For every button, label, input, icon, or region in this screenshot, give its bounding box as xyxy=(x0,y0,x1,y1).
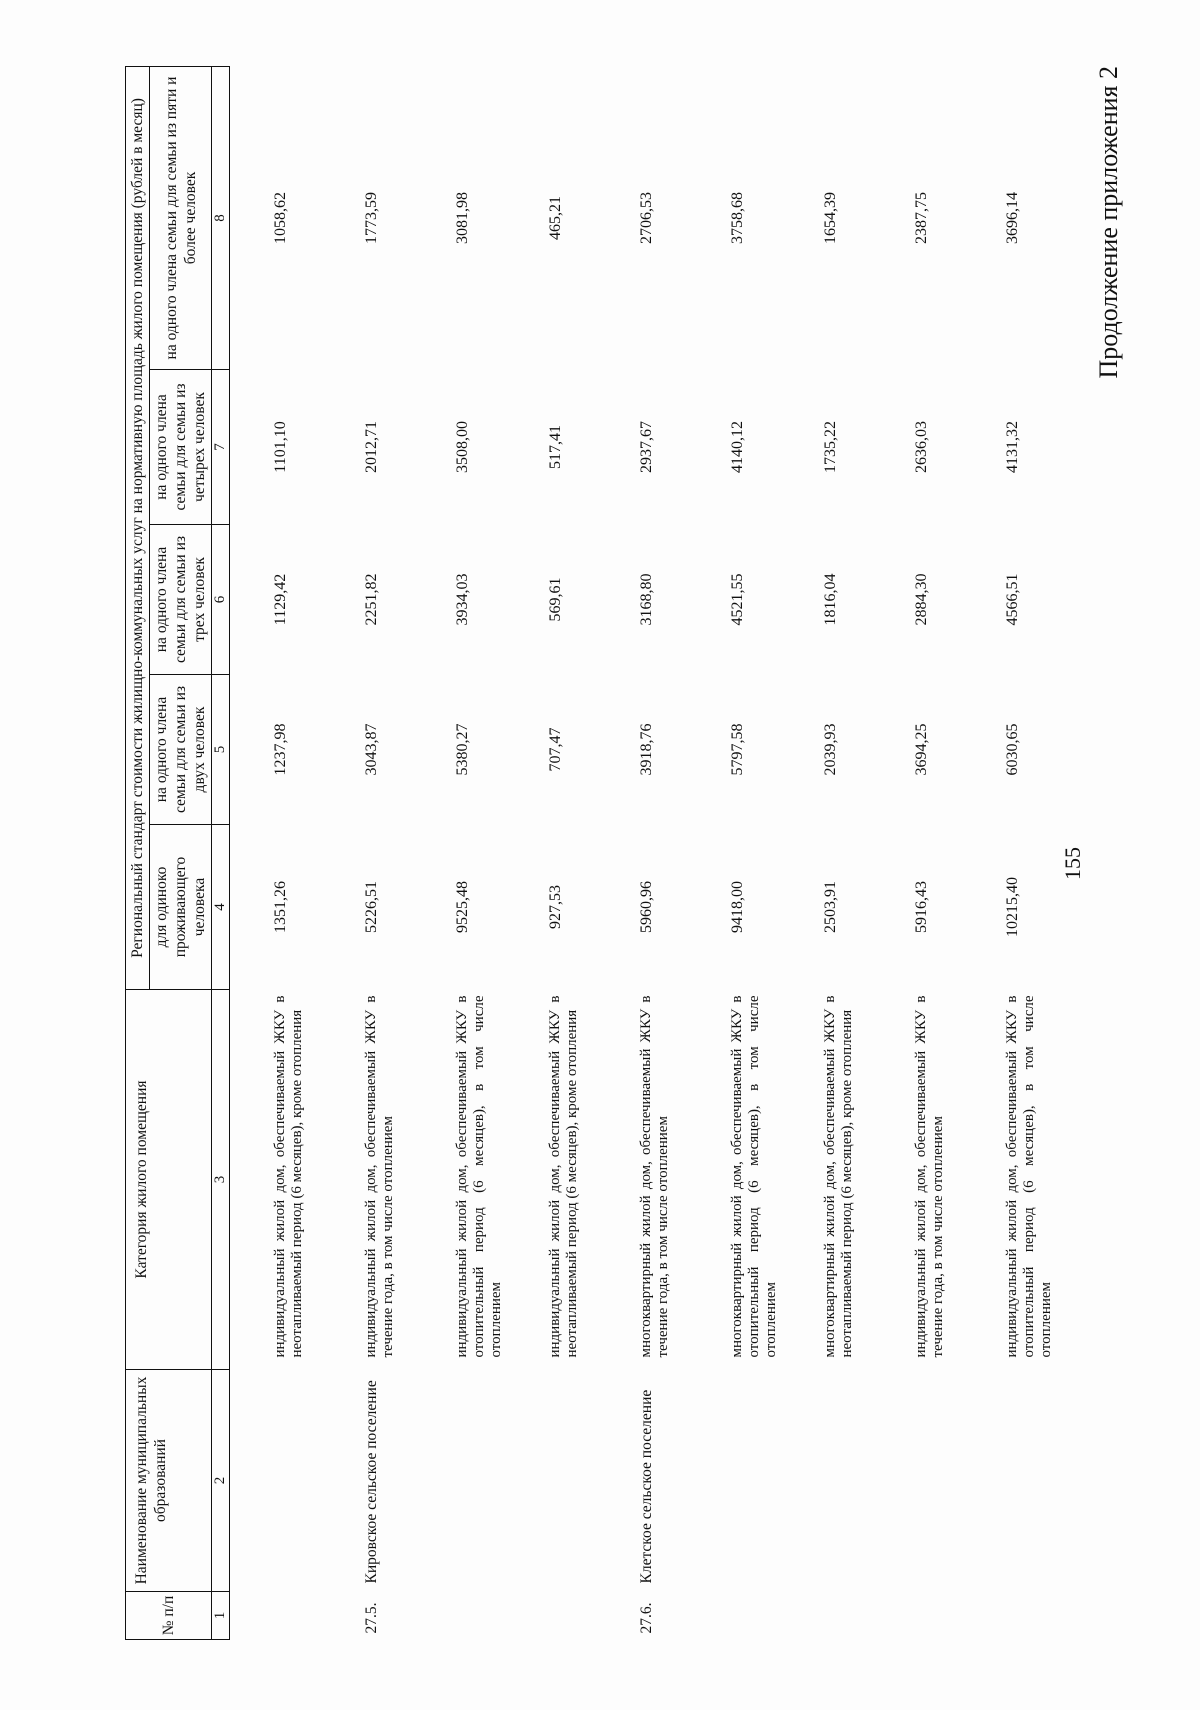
value-five-plus: 1654,39 xyxy=(821,191,839,244)
header-col-two: на одного члена семьи для семьи из двух человек xyxy=(150,675,212,825)
value-three: 3934,03 xyxy=(453,573,471,626)
row-category: многоквартирный жилой дом, обеспечиваемый ЖКУ в неотапливаемый период (6 месяцев), кроме отопления xyxy=(821,995,855,1358)
row-category: индивидуальный жилой дом, обеспечиваемый ЖКУ в течение года, в том числе отоплением xyxy=(362,995,396,1358)
header-municipality: Наименование муниципальных образований xyxy=(126,1370,212,1592)
value-single: 5226,51 xyxy=(362,881,380,933)
value-five-plus: 1058,62 xyxy=(272,191,289,244)
value-three: 2884,30 xyxy=(912,573,930,626)
header-col-five-plus: на одного члена семьи для семьи из пяти и более человек xyxy=(150,66,212,369)
value-two: 1237,98 xyxy=(272,723,289,776)
value-five-plus: 465,21 xyxy=(546,195,564,240)
value-five-plus: 3696,14 xyxy=(1003,191,1021,244)
row-category: многоквартирный жилой дом, обеспечиваемый ЖКУ в течение года, в том числе отоплением xyxy=(637,995,671,1358)
row-municipality xyxy=(780,1370,871,1592)
row-category: индивидуальный жилой дом, обеспечиваемый ЖКУ в отопительный период (6 месяцев), в том числе отоплением xyxy=(453,995,504,1358)
row-municipality xyxy=(412,1370,505,1592)
value-three: 4566,51 xyxy=(1003,573,1021,626)
row-municipality xyxy=(871,1370,962,1592)
value-two: 6030,65 xyxy=(1003,723,1021,776)
table-row xyxy=(687,66,780,1639)
value-three: 1129,42 xyxy=(272,573,289,626)
row-category: индивидуальный жилой дом, обеспечиваемый ЖКУ в отопительный период (6 месяцев), в том числе отоплением xyxy=(1003,995,1054,1358)
tariff-table xyxy=(125,66,1055,1640)
row-municipality: Кировское сельское поселение xyxy=(362,1380,380,1584)
value-three: 2251,82 xyxy=(362,573,380,626)
value-two: 5797,58 xyxy=(728,723,746,776)
value-single: 2503,91 xyxy=(821,881,839,933)
value-three: 1816,04 xyxy=(821,573,839,626)
col-number: 3 xyxy=(212,990,230,1370)
page-number: 155 xyxy=(1060,847,1085,880)
value-five-plus: 1773,59 xyxy=(362,191,380,244)
value-four: 2636,03 xyxy=(912,421,930,473)
col-number: 5 xyxy=(212,675,230,825)
header-standard-group: Региональный стандарт стоимости жилищно-коммунальных услуг на нормативную площадь жилого помещения (рублей в месяц) xyxy=(126,66,150,989)
row-no xyxy=(412,1592,505,1640)
value-five-plus: 3081,98 xyxy=(453,191,471,244)
row-no xyxy=(505,1592,596,1640)
col-number: 6 xyxy=(212,525,230,675)
value-single: 1351,26 xyxy=(272,881,289,933)
value-single: 9525,48 xyxy=(453,881,471,933)
value-five-plus: 2387,75 xyxy=(912,191,930,244)
value-three: 4521,55 xyxy=(728,573,746,626)
table-row xyxy=(871,66,962,1639)
value-single: 927,53 xyxy=(546,885,564,929)
row-municipality xyxy=(230,1370,321,1592)
value-single: 5916,43 xyxy=(912,881,930,933)
value-two: 2039,93 xyxy=(821,723,839,776)
value-four: 517,41 xyxy=(546,425,564,469)
value-three: 569,61 xyxy=(546,577,564,622)
table-row xyxy=(230,66,321,1639)
value-four: 4131,32 xyxy=(1003,421,1021,473)
table-row xyxy=(780,66,871,1639)
header-col-three: на одного члена семьи для семьи из трех человек xyxy=(150,525,212,675)
row-no: 27.6. xyxy=(637,1602,655,1634)
table-row xyxy=(412,66,505,1639)
table-header xyxy=(126,66,230,1639)
value-two: 3918,76 xyxy=(637,723,655,776)
table-row xyxy=(596,66,687,1639)
row-no xyxy=(230,1592,321,1640)
row-no: 27.5. xyxy=(362,1602,380,1634)
row-municipality xyxy=(962,1370,1055,1592)
header-no: № п/п xyxy=(126,1592,212,1640)
header-category: Категория жилого помещения xyxy=(126,990,212,1370)
value-single: 10215,40 xyxy=(1003,877,1021,937)
row-no xyxy=(962,1592,1055,1640)
col-number: 1 xyxy=(212,1592,230,1640)
col-number: 7 xyxy=(212,370,230,525)
value-four: 1735,22 xyxy=(821,421,839,473)
row-municipality xyxy=(687,1370,780,1592)
col-number: 4 xyxy=(212,825,230,990)
value-five-plus: 3758,68 xyxy=(728,191,746,244)
row-no xyxy=(780,1592,871,1640)
col-number: 8 xyxy=(212,66,230,369)
value-four: 2012,71 xyxy=(362,421,380,473)
value-two: 3694,25 xyxy=(912,723,930,776)
row-category: многоквартирный жилой дом, обеспечиваемый ЖКУ в отопительный период (6 месяцев), в том числе отоплением xyxy=(728,995,779,1358)
tariff-table-container xyxy=(125,67,1055,1640)
row-category: индивидуальный жилой дом, обеспечиваемый ЖКУ в течение года, в том числе отоплением xyxy=(912,995,946,1358)
row-municipality: Клетское сельское поселение xyxy=(637,1389,655,1584)
appendix-title: Продолжение приложения 2 xyxy=(1094,66,1123,379)
row-no xyxy=(871,1592,962,1640)
value-four: 1101,10 xyxy=(272,421,289,473)
value-three: 3168,80 xyxy=(637,573,655,626)
row-no xyxy=(687,1592,780,1640)
row-category: индивидуальный жилой дом, обеспечиваемый ЖКУ в неотапливаемый период (6 месяцев), кроме отопления xyxy=(272,995,305,1358)
row-category: индивидуальный жилой дом, обеспечиваемый ЖКУ в неотапливаемый период (6 месяцев), кроме отопления xyxy=(546,995,580,1358)
value-four: 3508,00 xyxy=(453,421,471,473)
value-two: 3043,87 xyxy=(362,723,380,776)
row-municipality xyxy=(505,1370,596,1592)
value-single: 5960,96 xyxy=(637,881,655,933)
value-single: 9418,00 xyxy=(728,881,746,933)
table-row xyxy=(321,66,412,1639)
value-five-plus: 2706,53 xyxy=(637,191,655,244)
value-two: 5380,27 xyxy=(453,723,471,776)
table-body xyxy=(230,66,1055,1639)
header-col-single: для одиноко проживающего человека xyxy=(150,825,212,990)
value-four: 4140,12 xyxy=(728,421,746,473)
header-col-four: на одного члена семьи для семьи из четырех человек xyxy=(150,370,212,525)
col-number: 2 xyxy=(212,1370,230,1592)
table-row xyxy=(505,66,596,1639)
value-four: 2937,67 xyxy=(637,421,655,473)
table-row xyxy=(962,66,1055,1639)
value-two: 707,47 xyxy=(546,727,564,772)
